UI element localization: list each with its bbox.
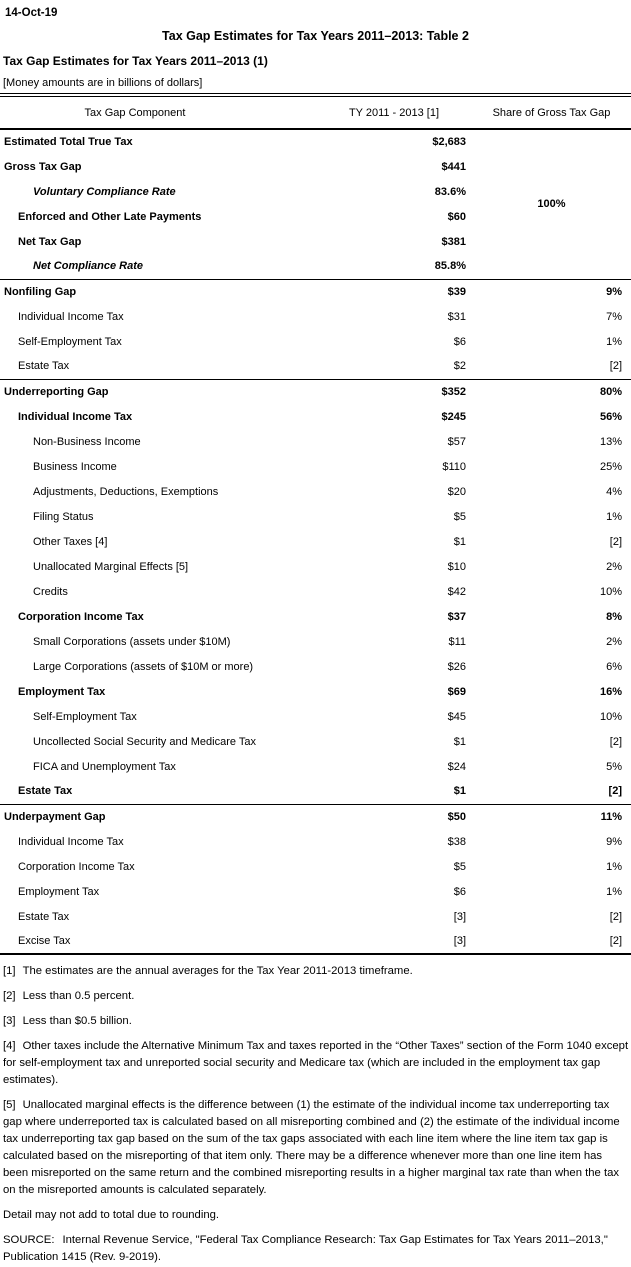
table-row bbox=[0, 904, 631, 929]
component-cell: Unallocated Marginal Effects [5] bbox=[33, 560, 189, 573]
table-row bbox=[0, 429, 631, 454]
amount-cell: $1 bbox=[453, 535, 466, 548]
table-row bbox=[0, 779, 631, 804]
table-row bbox=[0, 804, 631, 829]
share-cell: 4% bbox=[606, 485, 622, 498]
component-cell: Credits bbox=[33, 585, 68, 598]
table-row bbox=[0, 704, 631, 729]
footnote-5-marker: [5] bbox=[3, 1099, 16, 1111]
footnote-1-marker: [1] bbox=[3, 965, 16, 977]
page-title: Tax Gap Estimates for Tax Years 2011–2013: Table 2 bbox=[162, 29, 469, 43]
amount-cell: $352 bbox=[300, 379, 472, 404]
component-cell: Estimated Total True Tax bbox=[4, 136, 133, 148]
share-cell: 1% bbox=[606, 860, 622, 873]
table-row bbox=[0, 129, 631, 154]
amount-cell: $10 bbox=[447, 560, 466, 573]
amount-cell: $441 bbox=[441, 160, 466, 173]
table-row bbox=[0, 329, 631, 354]
share-cell: 9% bbox=[606, 835, 622, 848]
amount-cell: $11 bbox=[448, 635, 466, 648]
source-text: Internal Revenue Service, "Federal Tax Compliance Research: Tax Gap Estimates for Tax Years 2011–2013," Publication 1415 (Rev. 9-2019). bbox=[3, 1234, 608, 1263]
component-cell: Individual Income Tax bbox=[18, 410, 133, 423]
component-cell: Small Corporations (assets under $10M) bbox=[33, 635, 231, 648]
table-row bbox=[0, 554, 631, 579]
component-cell: Large Corporations (assets of $10M or more) bbox=[33, 660, 254, 673]
amount-cell: $57 bbox=[447, 435, 466, 448]
table-row bbox=[0, 854, 631, 879]
share-cell: 5% bbox=[606, 760, 622, 773]
col-header-component: Tax Gap Component bbox=[0, 95, 300, 129]
amount-cell: $245 bbox=[441, 410, 466, 423]
table-row bbox=[0, 729, 631, 754]
component-cell: Nonfiling Gap bbox=[0, 279, 300, 304]
share-cell: 11% bbox=[472, 804, 631, 829]
table-row bbox=[0, 304, 631, 329]
share-cell: 9% bbox=[472, 279, 631, 304]
share-cell: 25% bbox=[599, 460, 622, 473]
component-cell: Underpayment Gap bbox=[0, 804, 300, 829]
share-cell: 7% bbox=[606, 310, 622, 323]
amount-cell: $31 bbox=[447, 310, 466, 323]
amount-cell: 85.8% bbox=[434, 260, 466, 273]
share-cell: 56% bbox=[599, 410, 622, 423]
table-row bbox=[0, 579, 631, 604]
share-cell: [2] bbox=[609, 535, 622, 548]
amount-cell: $1 bbox=[453, 785, 466, 798]
table-row bbox=[0, 829, 631, 854]
table-row bbox=[0, 929, 631, 954]
share-cell: 80% bbox=[472, 379, 631, 404]
rounding-note: Detail may not add to total due to rounding. bbox=[3, 1209, 220, 1221]
amount-cell: $2,683 bbox=[432, 136, 466, 148]
component-cell: Estate Tax bbox=[18, 360, 70, 373]
component-cell: Estate Tax bbox=[18, 785, 73, 798]
component-cell: Filing Status bbox=[33, 510, 94, 523]
table-row bbox=[0, 629, 631, 654]
table-row bbox=[0, 279, 631, 304]
share-cell: [2] bbox=[609, 935, 622, 947]
component-cell: Corporation Income Tax bbox=[18, 860, 135, 873]
footnote-4 bbox=[3, 1038, 629, 1089]
component-cell: FICA and Unemployment Tax bbox=[33, 760, 176, 773]
footnote-4-text: Other taxes include the Alternative Minimum Tax and taxes reported in the “Other Taxes” section of the Form 1040 except for self-employment tax and unreported social security and Medicare tax (which are included in the employment tax gap estimates). bbox=[3, 1040, 629, 1086]
table-row bbox=[0, 479, 631, 504]
component-cell: Corporation Income Tax bbox=[18, 610, 144, 623]
amount-cell: $38 bbox=[447, 835, 466, 848]
footnote-3 bbox=[3, 1013, 629, 1030]
table-row bbox=[0, 454, 631, 479]
footnote-3-text: Less than $0.5 billion. bbox=[22, 1015, 132, 1027]
share-cell: 6% bbox=[606, 660, 622, 673]
component-cell: Adjustments, Deductions, Exemptions bbox=[33, 485, 219, 498]
amount-cell: $39 bbox=[300, 279, 472, 304]
amount-cell: $20 bbox=[447, 485, 466, 498]
share-cell: 8% bbox=[606, 610, 622, 623]
share-cell: 1% bbox=[606, 885, 622, 898]
table-row bbox=[0, 679, 631, 704]
table-row bbox=[0, 754, 631, 779]
component-cell: Enforced and Other Late Payments bbox=[18, 210, 202, 223]
share-cell: 16% bbox=[599, 685, 622, 698]
share-cell: [2] bbox=[609, 910, 622, 923]
component-cell: Non-Business Income bbox=[33, 435, 141, 448]
footnote-2-marker: [2] bbox=[3, 990, 16, 1002]
col-header-share: Share of Gross Tax Gap bbox=[472, 95, 631, 129]
table-row bbox=[0, 404, 631, 429]
component-cell: Self-Employment Tax bbox=[33, 710, 137, 723]
amount-cell: [3] bbox=[453, 910, 466, 923]
component-cell: Business Income bbox=[33, 460, 117, 473]
component-cell: Individual Income Tax bbox=[18, 835, 124, 848]
amount-cell: $381 bbox=[441, 235, 466, 248]
footnote-5 bbox=[3, 1097, 629, 1199]
share-cell: [2] bbox=[609, 735, 622, 748]
table-row bbox=[0, 504, 631, 529]
amount-cell: $110 bbox=[442, 460, 466, 473]
component-cell: Gross Tax Gap bbox=[4, 160, 82, 173]
source-note bbox=[3, 1232, 629, 1266]
footnote-2 bbox=[3, 988, 629, 1005]
component-cell: Net Tax Gap bbox=[18, 235, 82, 248]
amount-cell: $24 bbox=[447, 760, 466, 773]
units-note: [Money amounts are in billions of dollars] bbox=[3, 77, 203, 89]
amount-cell: $37 bbox=[447, 610, 466, 623]
amount-cell: $50 bbox=[300, 804, 472, 829]
component-cell: Excise Tax bbox=[18, 935, 71, 947]
footnote-4-marker: [4] bbox=[3, 1040, 16, 1052]
component-cell: Underreporting Gap bbox=[0, 379, 300, 404]
amount-cell: [3] bbox=[453, 935, 466, 947]
source-label: SOURCE: bbox=[3, 1234, 55, 1246]
amount-cell: $60 bbox=[447, 210, 466, 223]
amount-cell: $6 bbox=[453, 335, 466, 348]
component-cell: Uncollected Social Security and Medicare Tax bbox=[33, 735, 256, 748]
share-cell: 1% bbox=[606, 335, 622, 348]
share-cell: 2% bbox=[606, 635, 622, 648]
share-cell: 1% bbox=[606, 510, 622, 523]
table-row bbox=[0, 879, 631, 904]
col-header-ty-2011-2013: TY 2011 - 2013 [1] bbox=[300, 95, 472, 129]
share-cell: 13% bbox=[599, 435, 622, 448]
footnote-1-text: The estimates are the annual averages for the Tax Year 2011-2013 timeframe. bbox=[22, 965, 413, 977]
component-cell: Individual Income Tax bbox=[18, 310, 124, 323]
amount-cell: $5 bbox=[453, 510, 466, 523]
table-body bbox=[0, 129, 631, 954]
share-merged-cell: 100% bbox=[537, 198, 566, 211]
share-cell: [2] bbox=[609, 360, 622, 373]
date-stamp: 14-Oct-19 bbox=[5, 7, 58, 19]
share-cell: 10% bbox=[599, 585, 622, 598]
component-cell: Employment Tax bbox=[18, 885, 100, 898]
amount-cell: $6 bbox=[453, 885, 466, 898]
component-cell: Employment Tax bbox=[18, 685, 106, 698]
footnote-3-marker: [3] bbox=[3, 1015, 16, 1027]
share-cell: [2] bbox=[608, 785, 622, 798]
component-cell: Estate Tax bbox=[18, 910, 70, 923]
footnotes-block bbox=[0, 963, 631, 1266]
amount-cell: $45 bbox=[447, 710, 466, 723]
component-cell: Net Compliance Rate bbox=[33, 260, 144, 273]
table-row bbox=[0, 379, 631, 404]
component-cell: Self-Employment Tax bbox=[18, 335, 122, 348]
amount-cell: $2 bbox=[453, 360, 466, 373]
tax-gap-table bbox=[0, 93, 631, 955]
amount-cell: $42 bbox=[447, 585, 466, 598]
component-cell: Voluntary Compliance Rate bbox=[33, 185, 176, 198]
share-cell: 10% bbox=[599, 710, 622, 723]
footnote-1 bbox=[3, 963, 629, 980]
table-row bbox=[0, 654, 631, 679]
amount-cell: $5 bbox=[453, 860, 466, 873]
amount-cell: $1 bbox=[453, 735, 466, 748]
header-row bbox=[0, 95, 631, 129]
amount-cell: 83.6% bbox=[434, 185, 466, 198]
table-row bbox=[0, 604, 631, 629]
component-cell: Other Taxes [4] bbox=[33, 535, 108, 548]
footnote-5-text: Unallocated marginal effects is the difference between (1) the estimate of the individual income tax underreporting tax gap where underreported tax is calculated based on all misreporting combined and (2) the estimate of the individual income tax underreporting tax gap based on the sum of the tax gaps associated with each line item where the line item tax gap is calculated based on the misreporting of that item only. There may be a difference whenever more than one line item has been misreported on the same return and the combined misreporting results in a higher marginal tax rate than when the tax on the misreported amounts is calculated separately. bbox=[3, 1099, 620, 1196]
table-header bbox=[0, 95, 631, 129]
amount-cell: $69 bbox=[447, 685, 466, 698]
table-row bbox=[0, 354, 631, 379]
share-cell: 2% bbox=[606, 560, 622, 573]
amount-cell: $26 bbox=[447, 660, 466, 673]
footnote-2-text: Less than 0.5 percent. bbox=[22, 990, 135, 1002]
page-subtitle: Tax Gap Estimates for Tax Years 2011–2013 (1) bbox=[3, 54, 268, 68]
table-row bbox=[0, 529, 631, 554]
